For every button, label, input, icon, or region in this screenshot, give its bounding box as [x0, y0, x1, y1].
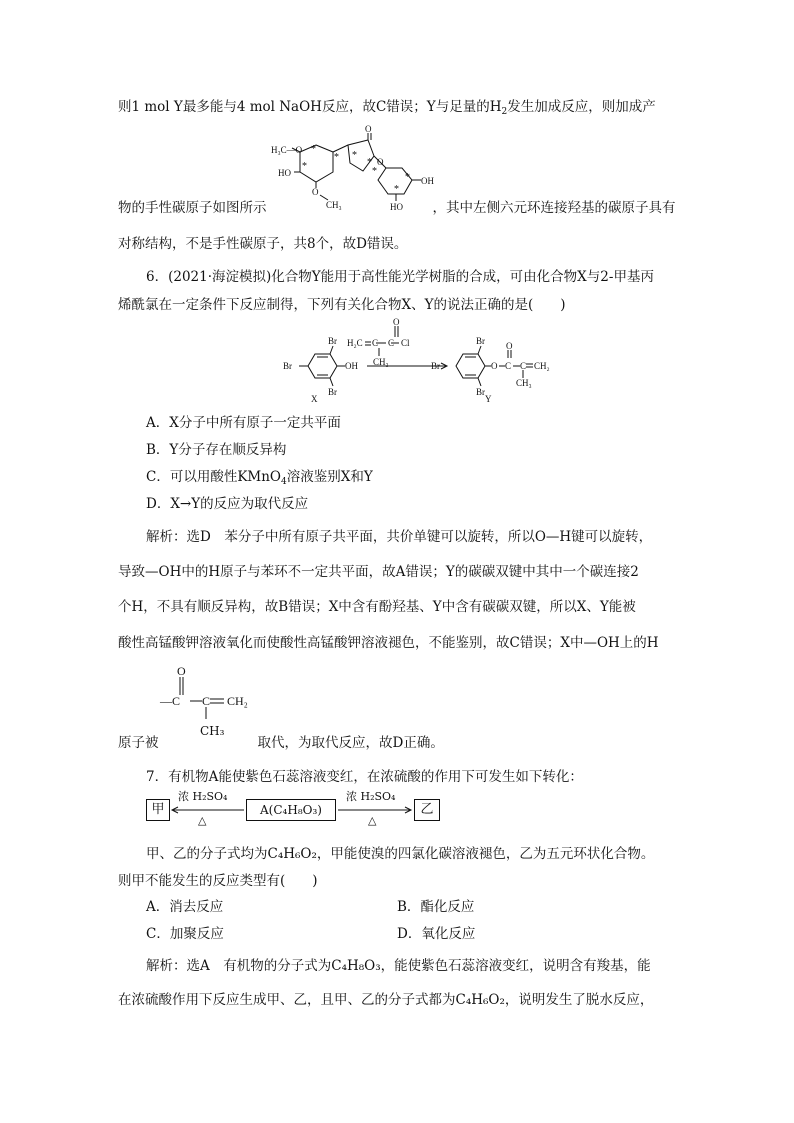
compound-a-box: A(C₄H₈O₃) — [246, 799, 336, 821]
carbon-label: C — [505, 361, 512, 371]
option-c: C．可以用酸性KMnO$_4$溶液鉴别X和Y — [146, 469, 373, 487]
br-label: Br — [476, 336, 485, 346]
chiral-mark: * — [352, 150, 357, 161]
question-6-stem: 6．(2021·海淀模拟)化合物Y能用于高性能光学树脂的合成，可由化合物X与2-甲基丙 — [146, 269, 654, 285]
analysis-line: 在浓硫酸作用下反应生成甲、乙，且甲、乙的分子式都为C₄H₆O₂，说明发生了脱水反应， — [118, 992, 654, 1008]
reagent-label: 浓 H₂SO₄ — [346, 790, 396, 803]
question-7-stem: 7．有机物A能使紫色石蕊溶液变红，在浓硫酸的作用下可发生如下转化： — [146, 769, 583, 785]
heat-label: △ — [368, 814, 377, 827]
oxygen-label: O — [491, 361, 498, 371]
oxygen-label: O — [177, 664, 186, 678]
br-label: Br — [283, 361, 292, 371]
carbon-label: —C — [160, 694, 181, 708]
ch3-label: CH₃ — [200, 724, 225, 738]
analysis-line: 解析：选D 苯分子中所有原子共平面，共价单键可以旋转，所以O—H键可以旋转， — [146, 529, 653, 545]
product-yi-box: 乙 — [414, 799, 440, 821]
oxygen-label: O — [506, 341, 513, 351]
oh-label: OH — [421, 176, 434, 186]
chiral-mark: * — [394, 184, 399, 195]
option-d: D．氧化反应 — [397, 926, 476, 942]
chiral-mark: * — [367, 157, 372, 168]
conversion-scheme — [146, 790, 446, 830]
ch2-label: CH₂ — [534, 361, 550, 371]
ho-label-2: HO — [390, 202, 403, 212]
methoxy-o-label: O — [312, 187, 319, 197]
acyl-fragment — [160, 665, 270, 725]
text-line: 则1 mol Y最多能与4 mol NaOH反应，故C错误；Y与足量的$H_2$发生加成反应，则加成产 — [118, 99, 656, 117]
br-label: Br — [328, 387, 337, 397]
ho-label-1: HO — [278, 168, 291, 178]
chiral-mark: * — [302, 161, 307, 172]
ch2-label: CH₂ — [227, 694, 248, 708]
option-a: A．消去反应 — [146, 899, 224, 915]
carbon-label: C — [202, 694, 211, 708]
option-b: B．Y分子存在顺反异构 — [146, 442, 287, 458]
question-7-stem: 甲、乙的分子式均为C₄H₆O₂，甲能使溴的四氯化碳溶液褪色，乙为五元环状化合物。 — [146, 846, 655, 862]
chiral-mark: * — [372, 166, 377, 177]
analysis-line: 原子被 取代，为取代反应，故D正确。 — [118, 735, 444, 751]
h2c-label: H₂C — [347, 338, 363, 348]
ch3-label: CH₃ — [373, 357, 389, 367]
ring-oxygen-label: O — [377, 157, 384, 167]
option-b: B．酯化反应 — [397, 899, 475, 915]
question-6-stem: 烯酰氯在一定条件下反应制得，下列有关化合物X、Y的说法正确的是( ) — [118, 297, 566, 313]
heat-label: △ — [198, 814, 207, 827]
analysis-line: 导致—OH中的H原子与苯环不一定共平面，故A错误；Y的碳碳双键中其中一个碳连接2 — [118, 564, 639, 580]
oxygen-label: O — [393, 317, 400, 327]
br-label: Br — [328, 336, 337, 346]
option-d: D．X→Y的反应为取代反应 — [146, 496, 309, 512]
analysis-line: 个H，不具有顺反异构，故B错误；X中含有酚羟基、Y中含有碳碳双键，所以X、Y能被 — [118, 599, 636, 615]
carbon-label: C — [372, 338, 379, 348]
option-c: C．加聚反应 — [146, 926, 224, 942]
analysis-line: 解析：选A 有机物的分子式为C₄H₈O₃，能使紫色石蕊溶液变红，说明含有羧基，能 — [146, 958, 651, 974]
question-7-stem: 则甲不能发生的反应类型有( ) — [118, 873, 318, 889]
chiral-mark: * — [405, 172, 410, 183]
compound-x-label: X — [311, 394, 318, 404]
br-label: Br — [476, 387, 485, 397]
carbon-label: C — [520, 361, 527, 371]
reagent-label: 浓 H₂SO₄ — [178, 790, 228, 803]
ch3-label: CH₃ — [516, 378, 532, 388]
analysis-line: 酸性高锰酸钾溶液氧化而使酸性高锰酸钾溶液褪色，不能鉴别，故C错误；X中—OH上的H — [118, 635, 659, 651]
product-jia-box: 甲 — [146, 799, 170, 821]
cl-label: Cl — [401, 338, 410, 348]
chiral-mark: * — [334, 152, 339, 163]
methoxy-ch3-label: CH₃ — [326, 200, 342, 210]
carbonyl-o-label: O — [365, 124, 372, 134]
text-line: 对称结构，不是手性碳原子，共8个，故D错误。 — [118, 236, 408, 252]
text-line: 物的手性碳原子如图所示 ，其中左侧六元环连接羟基的碳原子具有 — [118, 200, 676, 216]
br-label: Br — [431, 361, 440, 371]
option-a: A．X分子中所有原子一定共平面 — [146, 415, 341, 431]
carbon-label: C — [388, 338, 395, 348]
oh-label: OH — [345, 361, 358, 371]
h3co-label: H₃C—O — [271, 145, 303, 155]
chiral-mark: * — [311, 144, 316, 155]
reaction-scheme-6 — [275, 317, 550, 410]
compound-y-label: Y — [485, 394, 492, 404]
